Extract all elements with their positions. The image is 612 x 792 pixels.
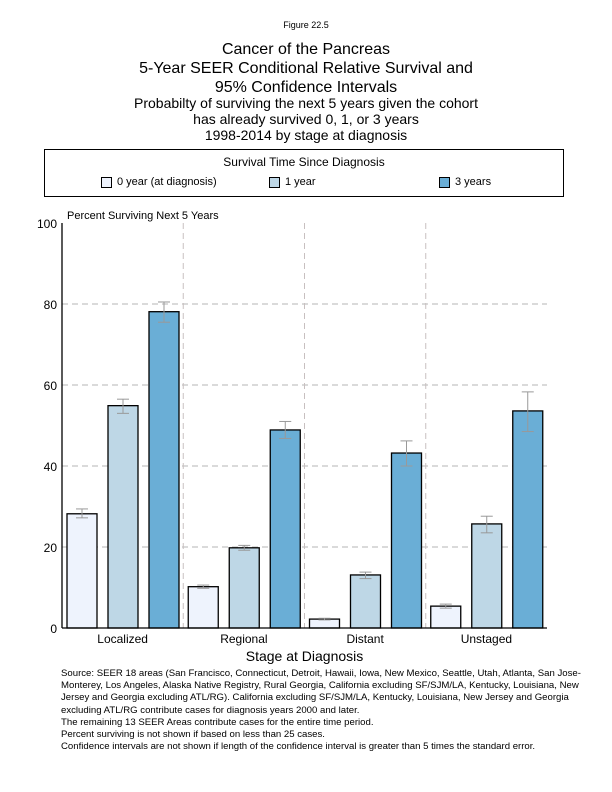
x-tick-label: Unstaged [460,632,513,646]
title-line: Cancer of the Pancreas [221,41,391,58]
y-tick-label: 0 [50,622,57,636]
bar [229,548,259,628]
source-notes [61,668,591,753]
x-tick-label: Distant [346,632,384,646]
bar [513,411,543,628]
legend-label: 0 year (at diagnosis) [117,176,217,188]
note-line: The remaining 13 SEER Areas contribute cases for the entire time period. [61,716,374,728]
x-tick-label: Localized [97,632,148,646]
bar [270,430,300,628]
bar [188,587,218,628]
bar [351,575,381,628]
subtitle-line: 1998-2014 by stage at diagnosis [204,127,408,143]
note-line: Confidence intervals are not shown if length of the confidence interval is greater than 5 times the standard error. [61,741,536,753]
y-tick-label: 60 [43,379,57,393]
subtitle-line: has already survived 0, 1, or 3 years [193,111,419,127]
bar [472,524,502,628]
note-line: Percent surviving is not shown if based on less than 25 cases. [61,729,325,741]
y-axis-label: Percent Surviving Next 5 Years [67,210,219,222]
subtitle-line: Probabilty of surviving the next 5 years given the cohort [134,95,478,111]
x-tick-label: Regional [220,632,268,646]
title-line: 95% Confidence Intervals [214,79,398,96]
figure-label: Figure 22.5 [283,20,329,30]
x-axis-label: Stage at Diagnosis [245,648,364,664]
bar [108,406,138,628]
bar [67,514,97,628]
bar [149,312,179,628]
bar [310,619,340,628]
title-line: 5-Year SEER Conditional Relative Survival and [139,60,473,77]
legend-label: 1 year [285,176,316,188]
y-tick-label: 100 [36,217,57,231]
y-tick-label: 40 [43,460,57,474]
bar [431,606,461,628]
y-tick-label: 80 [43,298,57,312]
note-line: Source: SEER 18 areas (San Francisco, Connecticut, Detroit, Hawaii, Iowa, New Mexico, Seattle, Utah, Atlanta, San Jose-Monterey, Los Angeles, Alaska Native Registry, Rural Georgia, California excluding SF/SJM/LA, Kentucky, Louisiana, New Jersey and Georgia excluding ATL/RG). California excluding SF/SJM/LA, Kentucky, Louisiana, New Jersey and Georgia excluding ATL/RG contribute cases for diagnosis years 2000 and later. [61,668,581,716]
y-tick-label: 20 [43,541,57,555]
legend-label: 3 years [455,176,492,188]
legend-title: Survival Time Since Diagnosis [223,155,385,169]
bar [392,453,422,628]
